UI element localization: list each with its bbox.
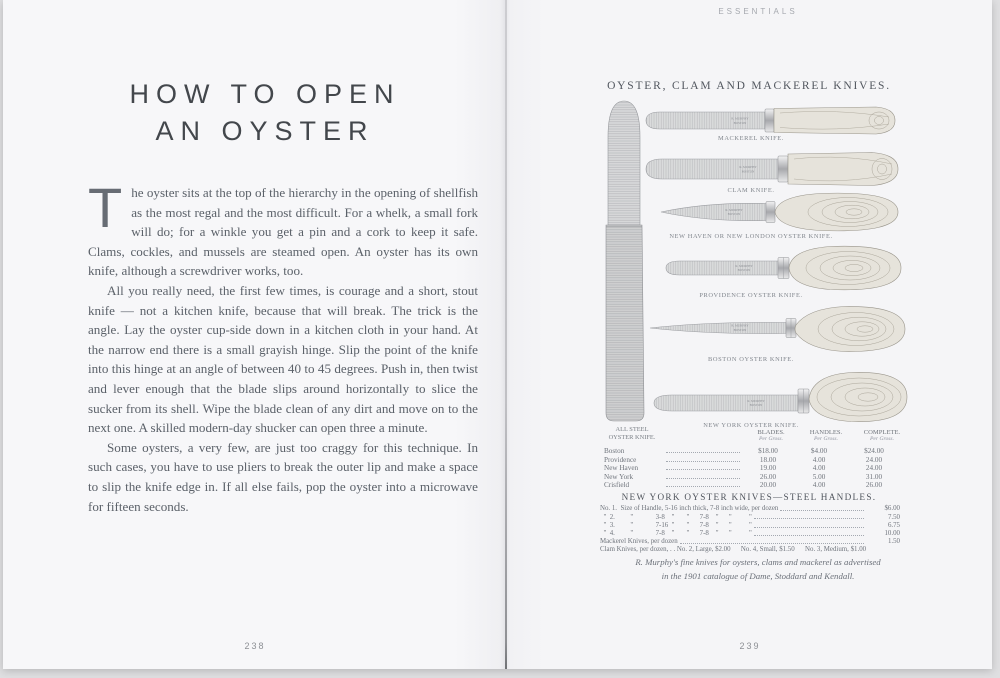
handles-price: $4.00	[810, 447, 828, 456]
table-row	[600, 538, 900, 546]
page-number-left: 238	[244, 641, 266, 651]
blade-stamp: BOSTON	[737, 268, 751, 273]
blade-stamp: BOSTON	[733, 120, 747, 125]
table-row	[600, 530, 900, 538]
complete-price: 24.00	[865, 455, 883, 464]
clam-knives-row: Clam Knives, per dozen, . . No. 2, Large, $2.00 No. 4, Small, $1.50 No. 3, Medium, $1.00	[600, 546, 867, 553]
table-row	[600, 521, 900, 529]
col-blades-label: BLADES.	[757, 429, 785, 436]
complete-price: 26.00	[865, 480, 883, 489]
dot-leader	[666, 461, 740, 462]
caption-line1: R. Murphy's fine knives for oysters, clams and mackerel as advertised	[635, 557, 881, 567]
chapter-title	[110, 76, 420, 150]
running-header: ESSENTIALS	[718, 7, 798, 16]
row-price: 10.00	[884, 529, 900, 537]
row-price: 7.50	[887, 513, 900, 521]
providence-oyster-knife-illustration	[666, 246, 901, 290]
per-gross-label: Per Gross.	[758, 436, 784, 442]
row-name: New York	[604, 472, 634, 481]
row-label: " 4. " 7-8 " " 7-8 " " "	[600, 529, 752, 537]
blade-stamp: R. MURPHY	[735, 263, 753, 268]
dot-leader	[666, 478, 740, 479]
paragraph-1-text: he oyster sits at the top of the hierarchy in the opening of shellfish as the most regal and the most difficult. For a whelk, a small fork will do; for a winkle you get a pin and a cork to keep it safe. Clams, cockles, and mussels are steamed open. An oyster has its own knife, although a screwdriver works, too.	[88, 185, 478, 279]
dot-leader	[680, 543, 864, 544]
knife-label-providence: PROVIDENCE OYSTER KNIFE.	[699, 292, 803, 299]
dot-leader	[666, 486, 740, 487]
per-gross-label: Per Gross.	[813, 436, 839, 442]
dot-leader	[754, 535, 864, 536]
handles-price: 4.00	[812, 464, 826, 473]
blade-stamp: R. MURPHY	[747, 398, 765, 403]
catalog-figure	[588, 75, 910, 557]
row-label: " 3. " 7-16 " " 7-8 " " "	[600, 521, 752, 529]
blades-price: $18.00	[758, 447, 778, 456]
all-steel-line2: OYSTER KNIFE.	[608, 433, 656, 441]
complete-price: 31.00	[865, 472, 883, 481]
column-header-blades	[746, 429, 796, 443]
body-text	[88, 176, 478, 516]
knife-label-clam: CLAM KNIFE.	[727, 187, 775, 194]
column-header-complete	[854, 429, 910, 443]
knife-label-mackerel: MACKEREL KNIFE.	[718, 135, 784, 142]
table-row	[604, 481, 902, 489]
table-row	[604, 447, 902, 455]
col-handles-label: HANDLES.	[809, 429, 843, 436]
page-number-right: 239	[739, 641, 761, 651]
all-steel-oyster-knife-illustration	[606, 101, 644, 421]
paragraph-2: All you really need, the first few times, is courage and a short, stout knife — not a kitchen knife, because that will break. The trick is the angle. Lay the oyster cup-side down in a kitchen cloth in your hand. At the narrow end there is a small grayish hinge. Slip the point of the knife into this hinge at an angle of between 40 to 45 degrees. Push in, then twist and lever enough that the blade slips around horizontally to slice the sucker from its shell. Wipe the blade clean of any dirt and move on to the next one. A skilled modern-day shucker can open three a minute.	[88, 282, 478, 436]
knife-label-new-haven: NEW HAVEN OR NEW LONDON OYSTER KNIFE.	[669, 233, 833, 240]
paragraph-3: Some oysters, a very few, are just too craggy for this technique. In such cases, you have to use pliers to break the outer lip and make a space to slip the knife edge in. If all else fails, pop the oyster into a microwave for fifteen seconds.	[88, 439, 478, 514]
chapter-title-line1: HOW TO OPEN	[129, 79, 401, 109]
blade-stamp: R. MURPHY	[731, 116, 749, 121]
new-haven-oyster-knife-illustration	[661, 193, 898, 231]
table-row	[604, 472, 902, 480]
steel-handles-table	[600, 505, 900, 546]
complete-price: $24.00	[864, 447, 884, 456]
blade-stamp: R. MURPHY	[731, 323, 749, 328]
blade-stamp: BOSTON	[741, 169, 755, 174]
row-price: 6.75	[887, 521, 900, 529]
row-name: New Haven	[604, 464, 639, 473]
complete-price: 24.00	[865, 464, 883, 473]
row-name: Crisfield	[604, 480, 630, 489]
chapter-title-line2: AN OYSTER	[155, 116, 375, 146]
blade-stamp: BOSTON	[727, 212, 741, 217]
blades-price: 18.00	[759, 455, 777, 464]
row-price: $6.00	[884, 505, 900, 513]
blades-price: 20.00	[759, 480, 777, 489]
blades-price: 26.00	[759, 472, 777, 481]
per-gross-label: Per Gross.	[869, 436, 895, 442]
column-header-handles	[800, 429, 852, 443]
caption-line2: in the 1901 catalogue of Dame, Stoddard and Kendall.	[661, 570, 855, 581]
blade-stamp: R. MURPHY	[739, 165, 757, 169]
table-row	[600, 513, 900, 521]
table-row	[600, 505, 900, 513]
all-steel-table-header	[592, 426, 672, 441]
dot-leader	[754, 527, 864, 528]
paragraph-1	[88, 176, 478, 281]
all-steel-line1: ALL STEEL	[615, 426, 649, 433]
row-label: Mackerel Knives, per dozen	[600, 538, 678, 546]
knife-label-boston: BOSTON OYSTER KNIFE.	[708, 356, 794, 363]
clam-knife-illustration	[646, 153, 898, 186]
mackerel-knife-illustration	[646, 107, 895, 134]
row-name: Boston	[604, 447, 625, 456]
blade-stamp: R. MURPHY	[725, 207, 743, 212]
blades-price: 19.00	[759, 464, 777, 473]
book-spread	[3, 0, 992, 669]
handles-price: 4.00	[812, 480, 826, 489]
dot-leader	[780, 510, 864, 511]
row-label: No. 1. Size of Handle, 5-16 inch thick, 7-8 inch wide, per dozen	[600, 505, 779, 513]
table-row	[604, 455, 902, 463]
table-row	[604, 464, 902, 472]
book-spine	[505, 0, 507, 669]
handles-price: 4.00	[812, 455, 826, 464]
dot-leader	[666, 452, 740, 453]
col-complete-label: COMPLETE.	[863, 429, 901, 436]
boston-oyster-knife-illustration	[650, 306, 905, 351]
catalog-title: OYSTER, CLAM AND MACKEREL KNIVES.	[607, 80, 891, 92]
drop-cap: T	[88, 176, 123, 239]
dot-leader	[754, 518, 864, 519]
handles-price: 5.00	[812, 472, 826, 481]
row-name: Providence	[604, 455, 637, 464]
row-label: " 2. " 3-8 " " 7-8 " " "	[600, 513, 752, 521]
figure-caption	[558, 556, 958, 583]
blade-stamp: BOSTON	[749, 403, 763, 408]
row-price: 1.50	[887, 538, 900, 546]
new-york-oyster-knife-illustration	[654, 372, 907, 421]
blade-stamp: BOSTON	[733, 327, 747, 332]
price-table	[604, 447, 902, 489]
knife-label-new-york: NEW YORK OYSTER KNIFE.	[703, 422, 799, 429]
steel-handles-table-title: NEW YORK OYSTER KNIVES—STEEL HANDLES.	[621, 492, 877, 502]
dot-leader	[666, 469, 740, 470]
